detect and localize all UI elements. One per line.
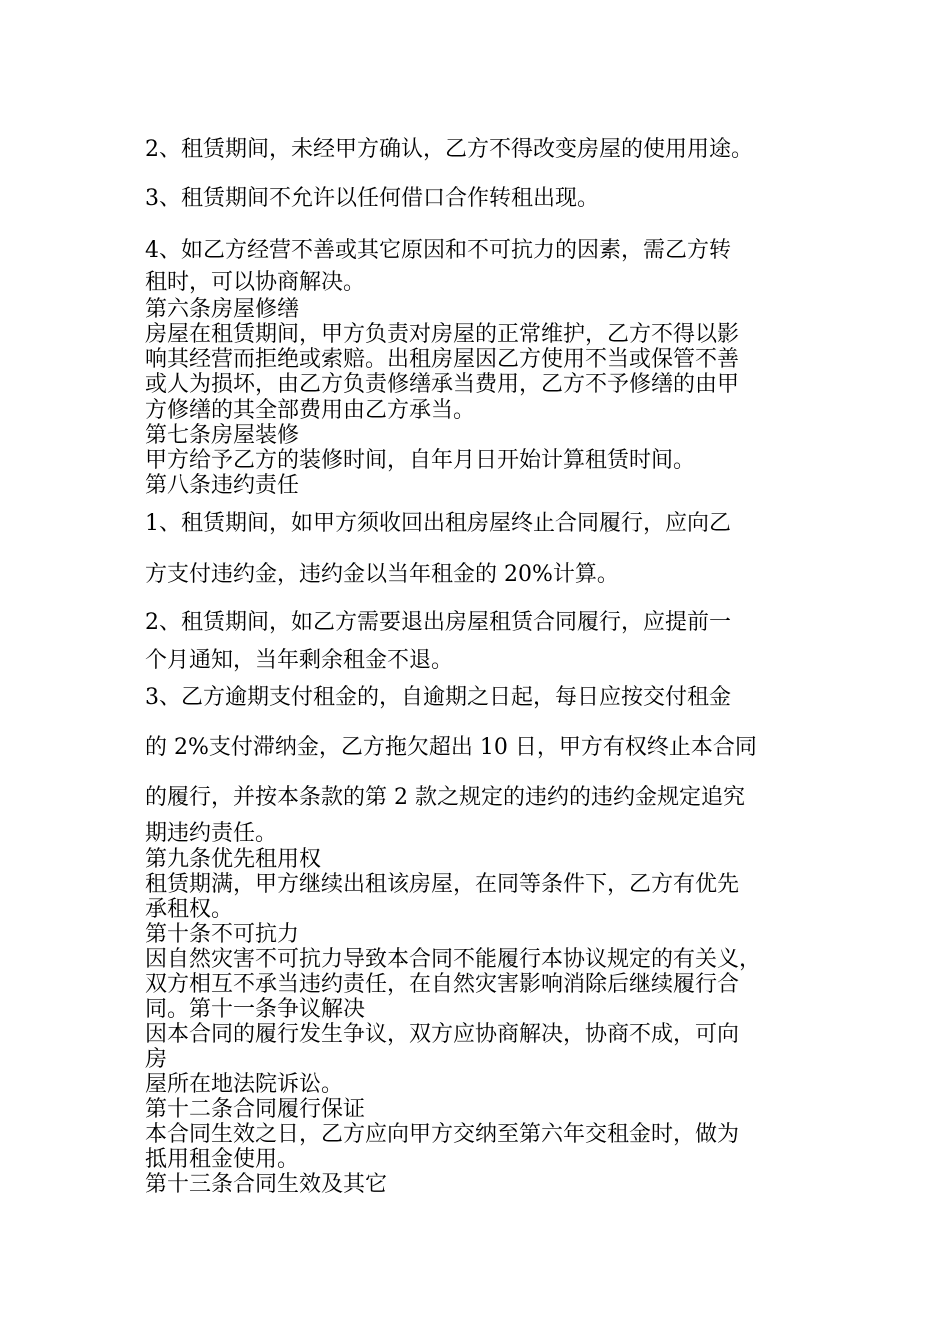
text-line: 同。第十一条争议解决 xyxy=(145,997,366,1022)
text-line: 个月通知，当年剩余租金不退。 xyxy=(145,648,454,673)
section-heading: 第六条房屋修缮 xyxy=(145,297,300,322)
text-line: 或人为损坏，由乙方负责修缮承当费用，乙方不予修缮的由甲 xyxy=(145,372,740,397)
text-line: 2、租赁期间，未经甲方确认，乙方不得改变房屋的使用用途。 xyxy=(145,137,753,162)
text-line: 租时，可以协商解决。 xyxy=(145,270,366,295)
text-line: 房 xyxy=(145,1047,168,1072)
text-line: 方修缮的其全部费用由乙方承当。 xyxy=(145,398,476,423)
text-line: 本合同生效之日，乙方应向甲方交纳至第六年交租金时，做为 xyxy=(145,1122,740,1147)
text-line: 3、乙方逾期支付租金的，自逾期之日起，每日应按交付租金 xyxy=(145,685,731,710)
section-heading: 第十二条合同履行保证 xyxy=(145,1097,366,1122)
text-line: 1、租赁期间，如甲方须收回出租房屋终止合同履行，应向乙 xyxy=(145,511,731,536)
text-line: 2、租赁期间，如乙方需要退出房屋租赁合同履行，应提前一 xyxy=(145,610,731,635)
text-line: 房屋在租赁期间，甲方负责对房屋的正常维护，乙方不得以影 xyxy=(145,322,740,347)
text-line: 因本合同的履行发生争议，双方应协商解决，协商不成，可向 xyxy=(145,1022,740,1047)
text-line: 抵用租金使用。 xyxy=(145,1147,300,1172)
text-line: 响其经营而拒绝或索赔。出租房屋因乙方使用不当或保管不善 xyxy=(145,347,740,372)
text-line: 3、租赁期间不允许以任何借口合作转租出现。 xyxy=(145,186,599,211)
text-line: 甲方给予乙方的装修时间，自年月日开始计算租赁时间。 xyxy=(145,448,696,473)
text-line: 租赁期满，甲方继续出租该房屋，在同等条件下，乙方有优先 xyxy=(145,872,740,897)
section-heading: 第七条房屋装修 xyxy=(145,423,300,448)
text-line: 方支付违约金，违约金以当年租金的 20%计算。 xyxy=(145,562,619,587)
text-line: 的履行，并按本条款的第 2 款之规定的违约的违约金规定追究 xyxy=(145,785,745,810)
text-line: 期违约责任。 xyxy=(145,821,278,846)
text-line: 承租权。 xyxy=(145,897,234,922)
section-heading: 第九条优先租用权 xyxy=(145,847,322,872)
text-line: 因自然灾害不可抗力导致本合同不能履行本协议规定的有关义， xyxy=(145,947,762,972)
section-heading: 第十条不可抗力 xyxy=(145,922,300,947)
section-heading: 第十三条合同生效及其它 xyxy=(145,1172,388,1197)
text-line: 4、如乙方经营不善或其它原因和不可抗力的因素，需乙方转 xyxy=(145,238,731,263)
text-line: 双方相互不承当违约责任，在自然灾害影响消除后继续履行合 xyxy=(145,972,740,997)
text-line: 屋所在地法院诉讼。 xyxy=(145,1072,344,1097)
section-heading: 第八条违约责任 xyxy=(145,473,300,498)
text-line: 的 2%支付滞纳金，乙方拖欠超出 10 日，甲方有权终止本合同 xyxy=(145,735,757,760)
